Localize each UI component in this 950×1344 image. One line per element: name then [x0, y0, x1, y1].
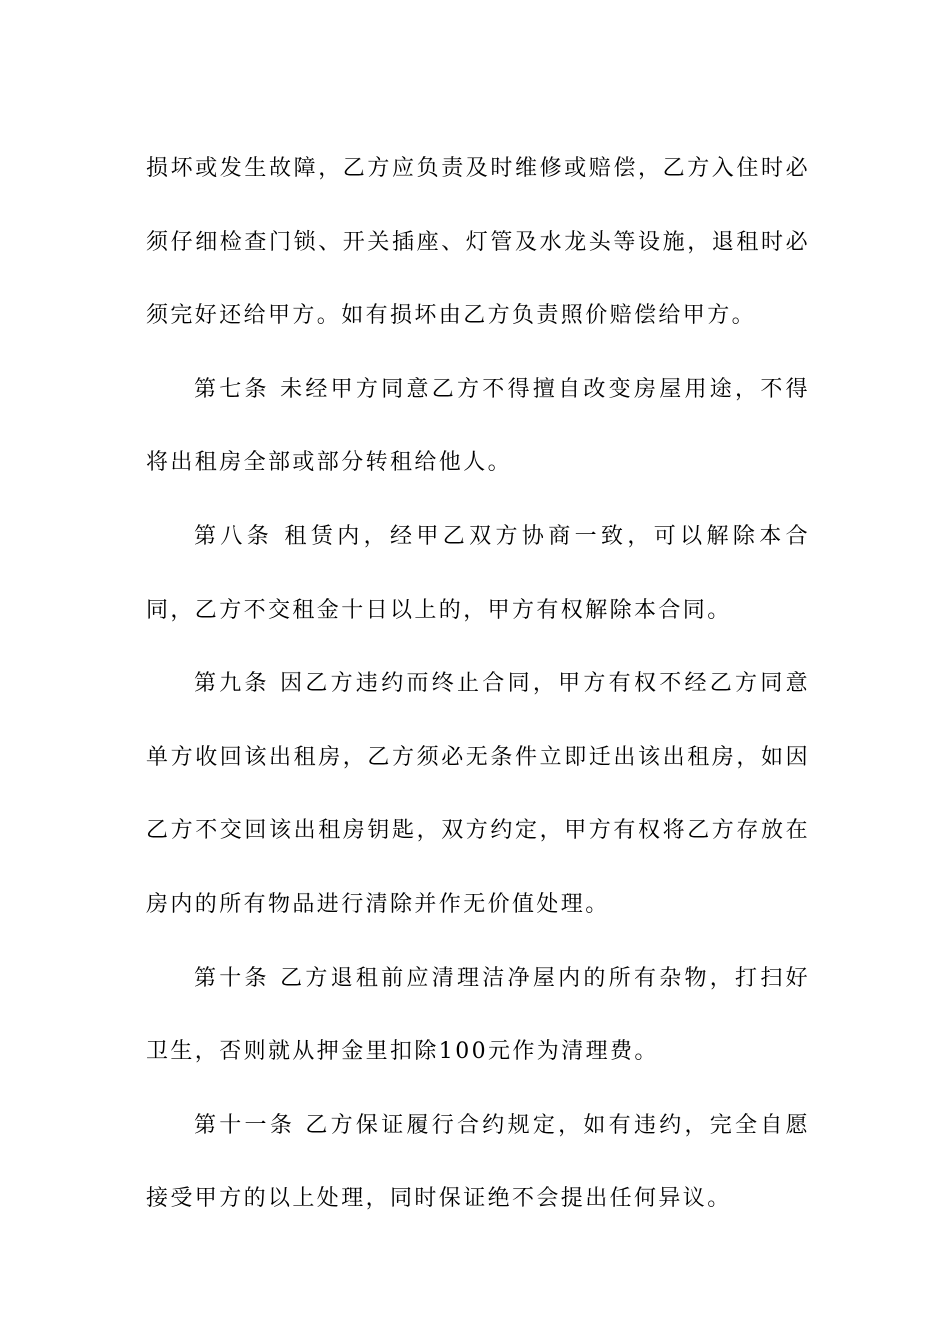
document-body [146, 132, 810, 1236]
paragraph-continuation: 损坏或发生故障，乙方应负责及时维修或赔偿，乙方入住时必须仔细检查门锁、开关插座、灯管及水龙头等设施，退租时必须完好还给甲方。如有损坏由乙方负责照价赔偿给甲方。 [146, 156, 810, 329]
paragraph-article-8: 第八条 租赁内，经甲乙双方协商一致，可以解除本合同，乙方不交租金十日以上的，甲方有权解除本合同。 [146, 523, 810, 623]
paragraph-article-7: 第七条 未经甲方同意乙方不得擅自改变房屋用途，不得将出租房全部或部分转租给他人。 [146, 376, 810, 476]
paragraph-article-9: 第九条 因乙方违约而终止合同，甲方有权不经乙方同意单方收回该出租房，乙方须必无条件立即迁出该出租房，如因乙方不交回该出租房钥匙，双方约定，甲方有权将乙方存放在房内的所有物品进行清除并作无价值处理。 [146, 671, 810, 917]
paragraph-article-11: 第十一条 乙方保证履行合约规定，如有违约，完全自愿接受甲方的以上处理，同时保证绝不会提出任何异议。 [146, 1112, 810, 1212]
paragraph-article-10: 第十条 乙方退租前应清理洁净屋内的所有杂物，打扫好卫生，否则就从押金里扣除100元作为清理费。 [146, 965, 810, 1065]
